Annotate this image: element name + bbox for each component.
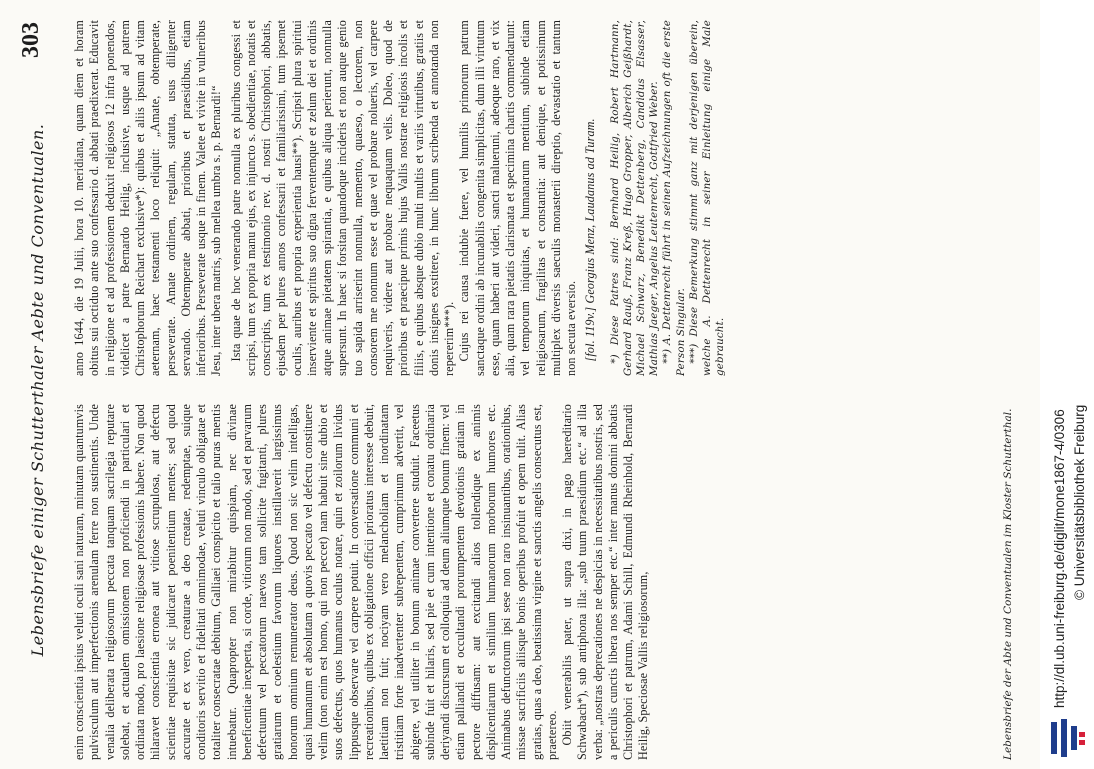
- source-url-link[interactable]: http://dl.ub.uni-freiburg.de/diglit/mone1867-4/0306: [1052, 409, 1067, 708]
- left-paragraph-2: Obiit venerabilis pater, ut supra dixi, in pago haereditario Schwabach*), sub antiphona illa: „sub tuum praesidium etc.“ ad illa verba: „nostras deprecationes ne despicias in necessitatibus nostris, sed a periculis cunctis libera nos semper etc.“ inter manus domini abbatis Christophori et patrum, Adami Schill, Edmundi Rheinhold, Bernardi Heilig, Speciosae Vallis religiosorum,: [560, 404, 651, 760]
- rights-sidebar: [1040, 0, 1094, 769]
- bottom-note: Lebensbriefe der Abte und Conventualen im Kloster Schutterthal.: [1002, 408, 1014, 760]
- rotated-page: [12, 20, 1032, 760]
- copyright-notice: © Universitätsbibliothek Freiburg: [1072, 404, 1087, 600]
- right-column: [72, 20, 727, 376]
- footnotes: [609, 20, 728, 376]
- logo-bar: [1051, 722, 1057, 754]
- left-column: [72, 404, 652, 760]
- logo-accent: [1079, 732, 1085, 737]
- left-paragraph-1: enim conscientia ipsius veluti oculi sani naturam, minutam quantumvis pulvisculum aut imperfectionis arenulam ferre non sustinentis. Unde venalia deliberata religiosorum peccata tanquam sacrilegia reputare solebat, et actualem omissionem non proficiendi in particulari et ordinata modo, pro laesione religiosae professionis habere. Non quod hilaravet conscientia erronea aut vitiose scrupulosa, aut defectu scientiae requisitae sic judicaret poenitentium mentes; sed quod accurate et ex vero, creaturae a deo creatae, redemptae, suique conditoris servitio et fidelitati omnimodae, veluti vinculo obligatae et totaliter consecratae debitum, Galliaei conspicito et talio puras mentis intuebatur. Quapropter non mirabitur quispiam, nec divinae beneficentiae inexperta, si corde, vitiorum non modo, sed et parvarum defectuum vel peccatorum naevos tam sollicite fugitanti, plures gratiarum et coelestium favorum liquores instillaverit largissimus honorum omnium remunerator deus. Quod non sic velim intelligas, quasi humanum et absolutam a quovis peccato vel defectu constituere velim (non enim est homo, qui non peccet) nam habuit sine dubio et suos defectus, quos humanus oculus notare, quin et zoilorum lividus lippusque observare vel carpere potuit. In conversatione communi et recreationibus, quibus ex obligatione officii prioratus interesse debuit, laetitiam non fuit; nociyam vero melancholiam et inordinatam tristitiam forte inadvertenter subrepentem, cumprimum advertit, vel abigere, vel utiliter in bonum animae convertere studuit. Faceetus subinde fuit et hilaris, sed pie et cum intentione et conatu ordinaria deriyandi discursum et colloquia ad deum aliumque bonum finem: vel etiam palliandi et occultandi prorumpentem devotionis gratiam in pectore diffusam: aut excitandi alios tollendique ex animis displicentiarum et similium humanorum morborum humores etc. Animabus defunctorum ipsi sese non raro insinuantibus, orationibus, missae sacrificiis aliisque bonis operibus profuit et opem tulit. Alias gratias, quas a deo, beatissima virgine et sanctis angelis consecutus est, praetereo.: [72, 404, 559, 760]
- running-title: Lebensbriefe einiger Schutterthaler Aebte und Conventualen.: [28, 123, 47, 657]
- right-paragraph-3: Cujus rei causa indubie fuere, vel humilis primorum patrum sanctaque ordini ab incunabilis congenita simplicitas, dum illi virtutum esse, quam haberi aut videri, sancti malueruni, adeoque raro, et vix alia, quam rara pietatis clarismata et specimina chartis commendarunt: vel temporum iniquitas, et humanarum mentium, subinde etiam religiosarum, fragilitas et constantia: aut denique, et potissimum multiplex diversis saeculis monasterii direptio, devastatio et tantum non secuta eversio.: [457, 20, 578, 376]
- ub-freiburg-logo-icon: [1050, 718, 1086, 758]
- logo-bar: [1061, 719, 1067, 757]
- right-paragraph-2: Ista quae de hoc venerando patre nomulla ex pluribus congessi et scripsi, tum ex propria manu ejus, ex injuncto s. obedientiae, notatis et conscriptis, tum ex testimonio rev. d. nostri Christophori, abbatis, ejusdem per plures annos confessarii et familiarissimi, tum ipsemet oculis, auribus et propria experientia hausi**). Scripsit plura spiritui inserviente et spiritus suo digna ferventemque et zelum dei et ordinis atque animae pietatem spirantia, e quibus aliqua perierunt, nonnulla supersunt. In haec si forsitan quandoque incideris et non auque genio tuo sapida arriserint nonnulla, memento, quaeso, o lectorem, non consorem me nonnum esse et quae vel probare nolueris, vel carpere nequiveris, videre aut probare nequaquam velis. Doleo, quod de prioribus et praecipue primis hujus Vallis nostrae religiosis incolis et filiis, e quibus absque dubio multi multis et variis virtutibus, gratiis et donis insignes exstitere, in hunc librum scribenda et annotanda non repererim***).: [228, 20, 456, 376]
- page-header: [12, 20, 64, 760]
- footnote-2: **) A. Dettenrecht führt in seinen Aufzeichnungen oft die erste Person Singular.: [661, 20, 687, 376]
- logo-accent: [1079, 740, 1085, 745]
- signature-line: [fol. 119v.] Georgius Menz, Laudanus ad Turam.: [583, 118, 598, 362]
- logo-bar: [1071, 726, 1077, 750]
- footnote-3: ***) Diese Bemerkung stimmt ganz mit derjenigen überein, welche A. Dettenrecht in seiner Einleitung einige Male gebraucht.: [687, 20, 727, 376]
- footnote-1: *) Diese Patres sind: Bernhard Heilig, Robert Hartmann, Gerhard Rauß, Franz Kreß, Hugo Gropper, Alberich Geißhardt, Michael Schwarz, Benedikt Dettenberg, Candidus Elsasser, Mathias Jaeger, Angelus Leutenrecht, Gottfried Weber.: [608, 20, 661, 376]
- page-number: 303: [18, 22, 44, 58]
- right-paragraph-1: anno 1644, die 19 Julii, hora 10. meridiana, quam diem et horam obitus sui octiduo ante suo confessario d. abbati praedixerat. Educavit in religione et ad professionem deduxit religiosos 12 infra ponendos, videlicet a patre Bernardo Heilig, inclusive, usque ad patrem Christophorum Reichart exclusive*): quibus et aliis ipsum ad vitam aeternam, haec testamenti loco reliquit: „Amate, obtemperate, perseverate. Amate ordinem, regulam, statuta, usus diligenter servando. Obtemperate abbati, prioribus et praesidibus, etiam inferioribus. Perseverate usque in finem. Valete et vivite in vulneribus Jesu, inter ubera matris, sub mellea umbra s. p. Bernardi!“: [72, 20, 224, 376]
